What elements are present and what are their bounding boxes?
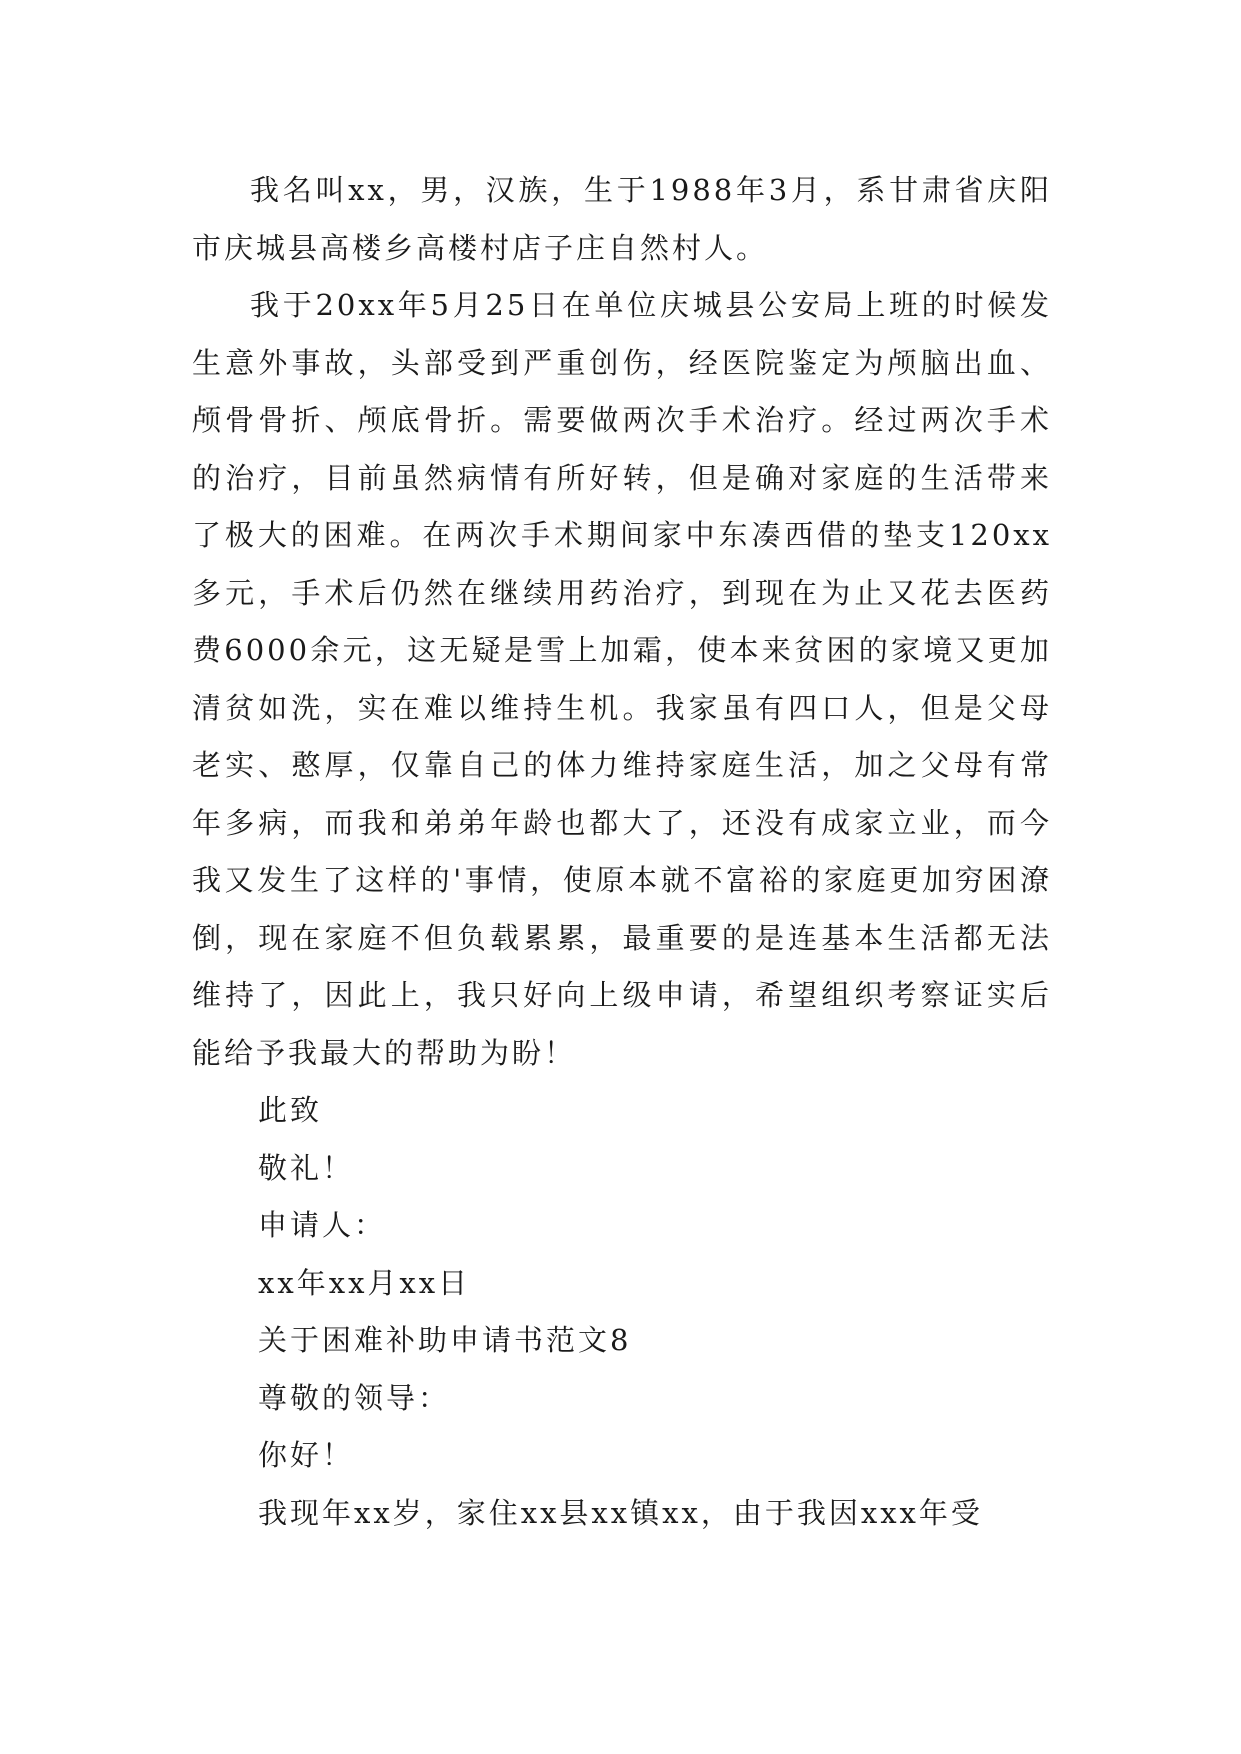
- body-first-line: 我现年xx岁，家住xx县xx镇xx，由于我因xxx年受: [258, 1495, 983, 1530]
- greeting-line: 尊敬的领导：: [258, 1380, 451, 1415]
- section-title: 关于困难补助申请书范文8: [258, 1323, 632, 1357]
- document-page: [192, 162, 1052, 1542]
- applicant-label: 申请人：: [258, 1208, 387, 1242]
- paragraph-accident: 我于20xx年5月25日在单位庆城县公安局上班的时候发生意外事故，头部受到严重创伤，经医院鉴定为颅脑出血、颅骨骨折、颅底骨折。需要做两次手术治疗。经过两次手术的治疗，目前虽然病情有所好转，但是确对家庭的生活带来了极大的困难。在两次手术期间家中东凑西借的垫支120xx多元，手术后仍然在继续用药治疗，到现在为止又花去医药费6000余元，这无疑是雪上加霜，使本来贫困的家境又更加清贫如洗，实在难以维持生机。我家虽有四口人，但是父母老实、憨厚，仅靠自己的体力维持家庭生活，加之父母有常年多病，而我和弟弟年龄也都大了，还没有成家立业，而今我又发生了这样的'事情，使原本就不富裕的家庭更加穷困潦倒，现在家庭不但负载累累，最重要的是连基本生活都无法维持了，因此上，我只好向上级申请，希望组织考察证实后能给予我最大的帮助为盼！: [192, 288, 1052, 1070]
- paragraph-intro: 我名叫xx，男，汉族，生于1988年3月，系甘肃省庆阳市庆城县高楼乡高楼村店子庄自然村人。: [192, 173, 1052, 265]
- closing-salutation: 此致: [258, 1093, 323, 1127]
- hello-line: 你好！: [258, 1438, 355, 1472]
- closing-respect: 敬礼！: [258, 1150, 355, 1185]
- date-line: xx年xx月xx日: [258, 1265, 471, 1300]
